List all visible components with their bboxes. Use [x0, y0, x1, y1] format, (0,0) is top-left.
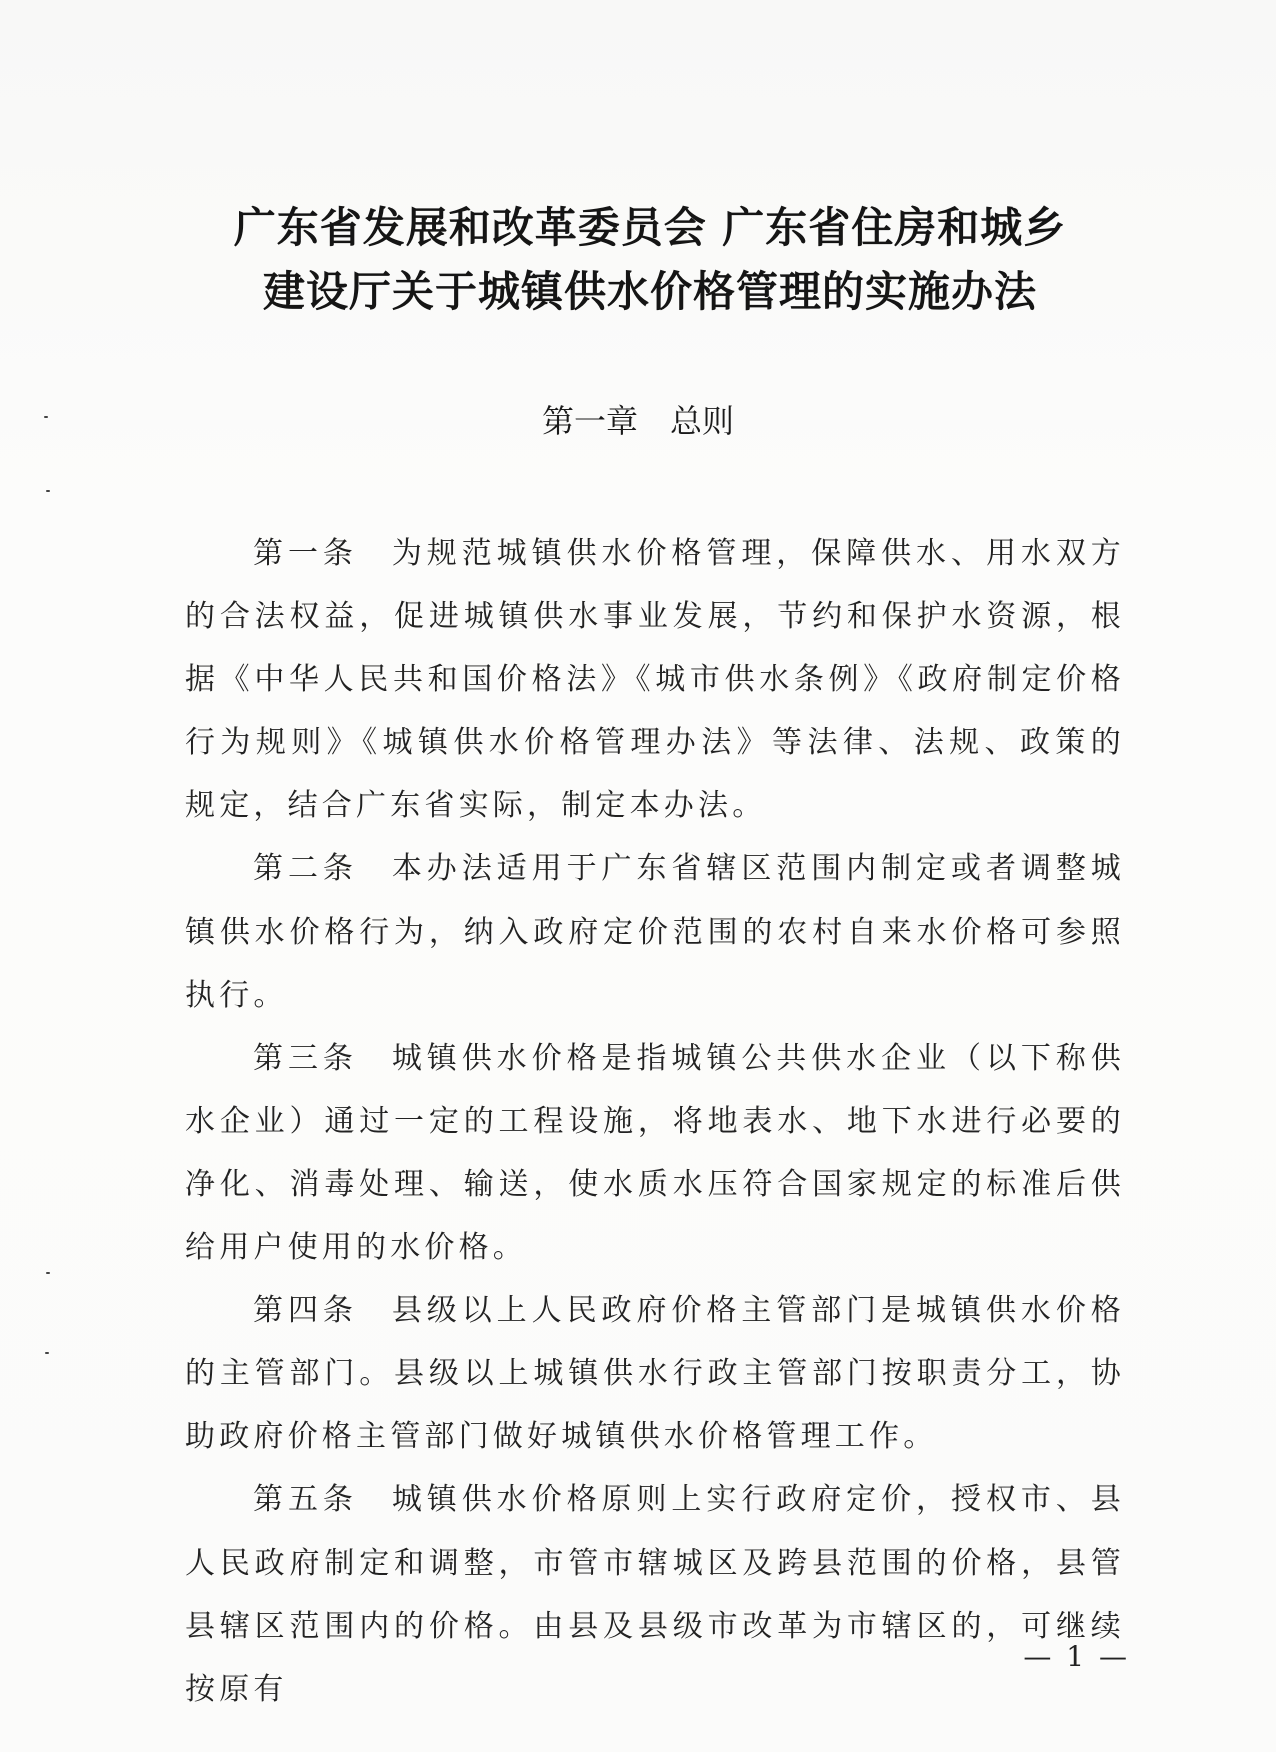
scan-speck	[45, 1352, 49, 1354]
article-label: 第一条	[253, 536, 358, 571]
article-2	[185, 837, 1125, 1026]
page-number: — 1 —	[1023, 1640, 1130, 1673]
article-label: 第五条	[253, 1482, 358, 1518]
article-label: 第三条	[253, 1040, 358, 1076]
article-label: 第二条	[253, 851, 358, 887]
article-1	[185, 522, 1125, 837]
article-text: 城镇供水价格是指城镇公共供水企业（以下称供水企业）通过一定的工程设施，将地表水、地下水进行必要的净化、消毒处理、输送，使水质水压符合国家规定的标准后供给用户使用的水价格。	[185, 1040, 1125, 1266]
article-5	[185, 1468, 1125, 1720]
scan-speck	[46, 1272, 50, 1274]
document-title-line-2: 建设厅关于城镇供水价格管理的实施办法	[262, 267, 1037, 316]
article-text: 县级以上人民政府价格主管部门是城镇供水价格的主管部门。县级以上城镇供水行政主管部门按职责分工，协助政府价格主管部门做好城镇供水价格管理工作。	[185, 1293, 1125, 1455]
document-body	[185, 522, 1125, 1721]
article-3	[185, 1027, 1125, 1279]
article-4	[185, 1279, 1125, 1468]
article-label: 第四条	[253, 1293, 358, 1329]
scan-speck	[44, 416, 48, 418]
article-text: 本办法适用于广东省辖区范围内制定或者调整城镇供水价格行为，纳入政府定价范围的农村自来水价格可参照执行。	[185, 851, 1125, 1013]
article-text: 城镇供水价格原则上实行政府定价，授权市、县人民政府制定和调整，市管市辖城区及跨县范围的价格，县管县辖区范围内的价格。由县及县级市改革为市辖区的，可继续按原有	[185, 1482, 1125, 1707]
document-title-line-1: 广东省发展和改革委员会 广东省住房和城乡	[233, 203, 1067, 252]
scan-speck	[46, 490, 50, 492]
article-text: 为规范城镇供水价格管理，保障供水、用水双方的合法权益，促进城镇供水事业发展，节约和保护水资源，根据《中华人民共和国价格法》《城市供水条例》《政府制定价格行为规则》《城镇供水价格管理办法》等法律、法规、政策的规定，结合广东省实际，制定本办法。	[185, 536, 1125, 824]
chapter-heading: 第一章 总则	[541, 402, 734, 440]
